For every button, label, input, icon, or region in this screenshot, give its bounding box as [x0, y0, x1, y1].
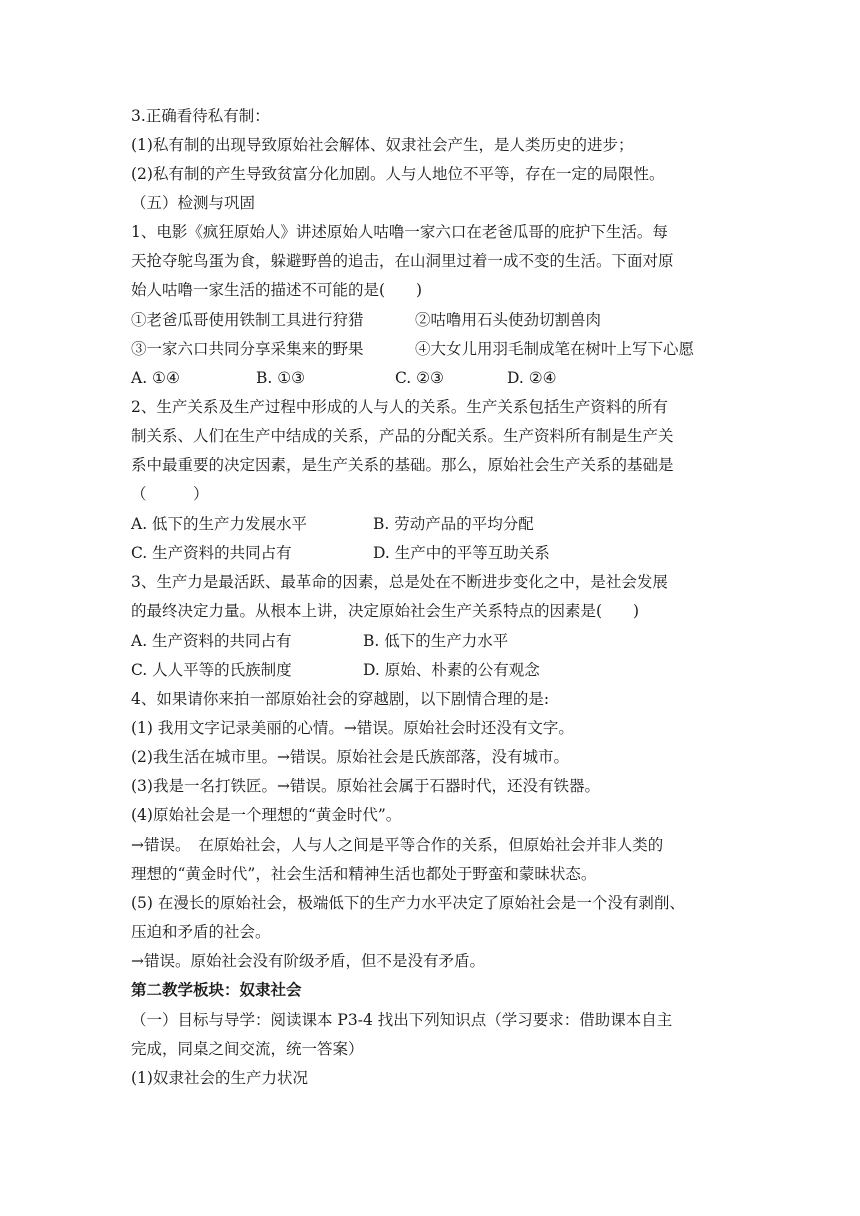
q4-item-4: (4)原始社会是一个理想的“黄金时代”。 [131, 806, 402, 824]
q4-item-2: (2)我生活在城市里。→错误。原始社会是氏族部落，没有城市。 [131, 748, 569, 766]
paragraph-point-2: (2)私有制的产生导致贫富分化加剧。人与人地位不平等，存在一定的局限性。 [131, 165, 665, 183]
q4-stem: 4、如果请你来拍一部原始社会的穿越剧，以下剧情合理的是: [131, 690, 550, 708]
q1-option-b: B. ①③ [256, 369, 306, 387]
paragraph-private-ownership-title: 3.正确看待私有制： [131, 107, 270, 125]
q1-statement-3: ③一家六口共同分享采集来的野果 [131, 340, 364, 358]
q3-stem-line-1: 3、生产力是最活跃、最革命的因素，总是处在不断进步变化之中，是社会发展 [131, 573, 668, 591]
section-2-line-3: (1)奴隶社会的生产力状况 [131, 1069, 308, 1087]
section-check-heading: （五）检测与巩固 [131, 194, 256, 212]
q4-item-5-line-1: (5) 在漫长的原始社会，极端低下的生产力水平决定了原始社会是一个没有剥削、 [131, 894, 685, 912]
section-2-line-1: （一）目标与导学：阅读课本 P3-4 找出下列知识点（学习要求：借助课本自主 [131, 1011, 673, 1029]
q1-stem-line-1: 1、电影《疯狂原始人》讲述原始人咕噜一家六口在老爸瓜哥的庇护下生活。每 [131, 223, 668, 241]
q3-option-c: C. 人人平等的氏族制度 [131, 661, 292, 679]
q1-stem-line-3: 始人咕噜一家生活的描述不可能的是( ) [131, 281, 423, 299]
q4-item-5-line-2: 压迫和矛盾的社会。 [131, 923, 271, 941]
section-2-heading: 第二教学板块：奴隶社会 [131, 980, 302, 999]
q2-option-d: D. 生产中的平等互助关系 [373, 544, 550, 562]
q2-stem-line-3: 系中最重要的决定因素，是生产关系的基础。那么，原始社会生产关系的基础是 [131, 456, 674, 474]
q2-option-a: A. 低下的生产力发展水平 [131, 515, 308, 533]
q4-item-3: (3)我是一名打铁匠。→错误。原始社会属于石器时代，还没有铁器。 [131, 777, 600, 795]
paragraph-point-1: (1)私有制的出现导致原始社会解体、奴隶社会产生，是人类历史的进步； [131, 136, 634, 154]
q3-option-d: D. 原始、朴素的公有观念 [363, 661, 540, 679]
q2-option-c: C. 生产资料的共同占有 [131, 544, 292, 562]
q1-option-a: A. ①④ [131, 369, 180, 387]
section-2-line-2: 完成，同桌之间交流，统一答案） [131, 1040, 364, 1058]
q2-stem-line-2: 制关系、人们在生产中结成的关系，产品的分配关系。生产资料所有制是生产关 [131, 427, 674, 445]
q2-stem-line-1: 2、生产关系及生产过程中形成的人与人的关系。生产关系包括生产资料的所有 [131, 398, 668, 416]
q4-item-4-answer-line-2: 理想的“黄金时代”，社会生活和精神生活也都处于野蛮和蒙昧状态。 [131, 865, 597, 883]
q4-item-1: (1) 我用文字记录美丽的心情。→错误。原始社会时还没有文字。 [131, 719, 574, 737]
q4-item-5-answer: →错误。原始社会没有阶级矛盾，但不是没有矛盾。 [131, 952, 485, 970]
q1-statement-1: ①老爸瓜哥使用铁制工具进行狩猎 [131, 311, 364, 329]
q2-option-b: B. 劳动产品的平均分配 [373, 515, 534, 533]
q1-statement-2: ②咕噜用石头使劲切割兽肉 [415, 311, 602, 329]
q1-option-d: D. ②④ [507, 369, 557, 387]
q4-item-4-answer-line-1: →错误。 在原始社会，人与人之间是平等合作的关系，但原始社会并非人类的 [131, 836, 664, 854]
q1-statement-4: ④大女儿用羽毛制成笔在树叶上写下心愿 [415, 340, 695, 358]
q3-stem-line-2: 的最终决定力量。从根本上讲，决定原始社会生产关系特点的因素是( ) [131, 602, 640, 620]
q1-option-c: C. ②③ [395, 369, 444, 387]
q1-stem-line-2: 天抢夺鸵鸟蛋为食，躲避野兽的追击，在山洞里过着一成不变的生活。下面对原 [131, 252, 674, 270]
q2-stem-line-4: （ ） [131, 485, 209, 503]
q3-option-a: A. 生产资料的共同占有 [131, 632, 292, 650]
q3-option-b: B. 低下的生产力水平 [363, 632, 509, 650]
